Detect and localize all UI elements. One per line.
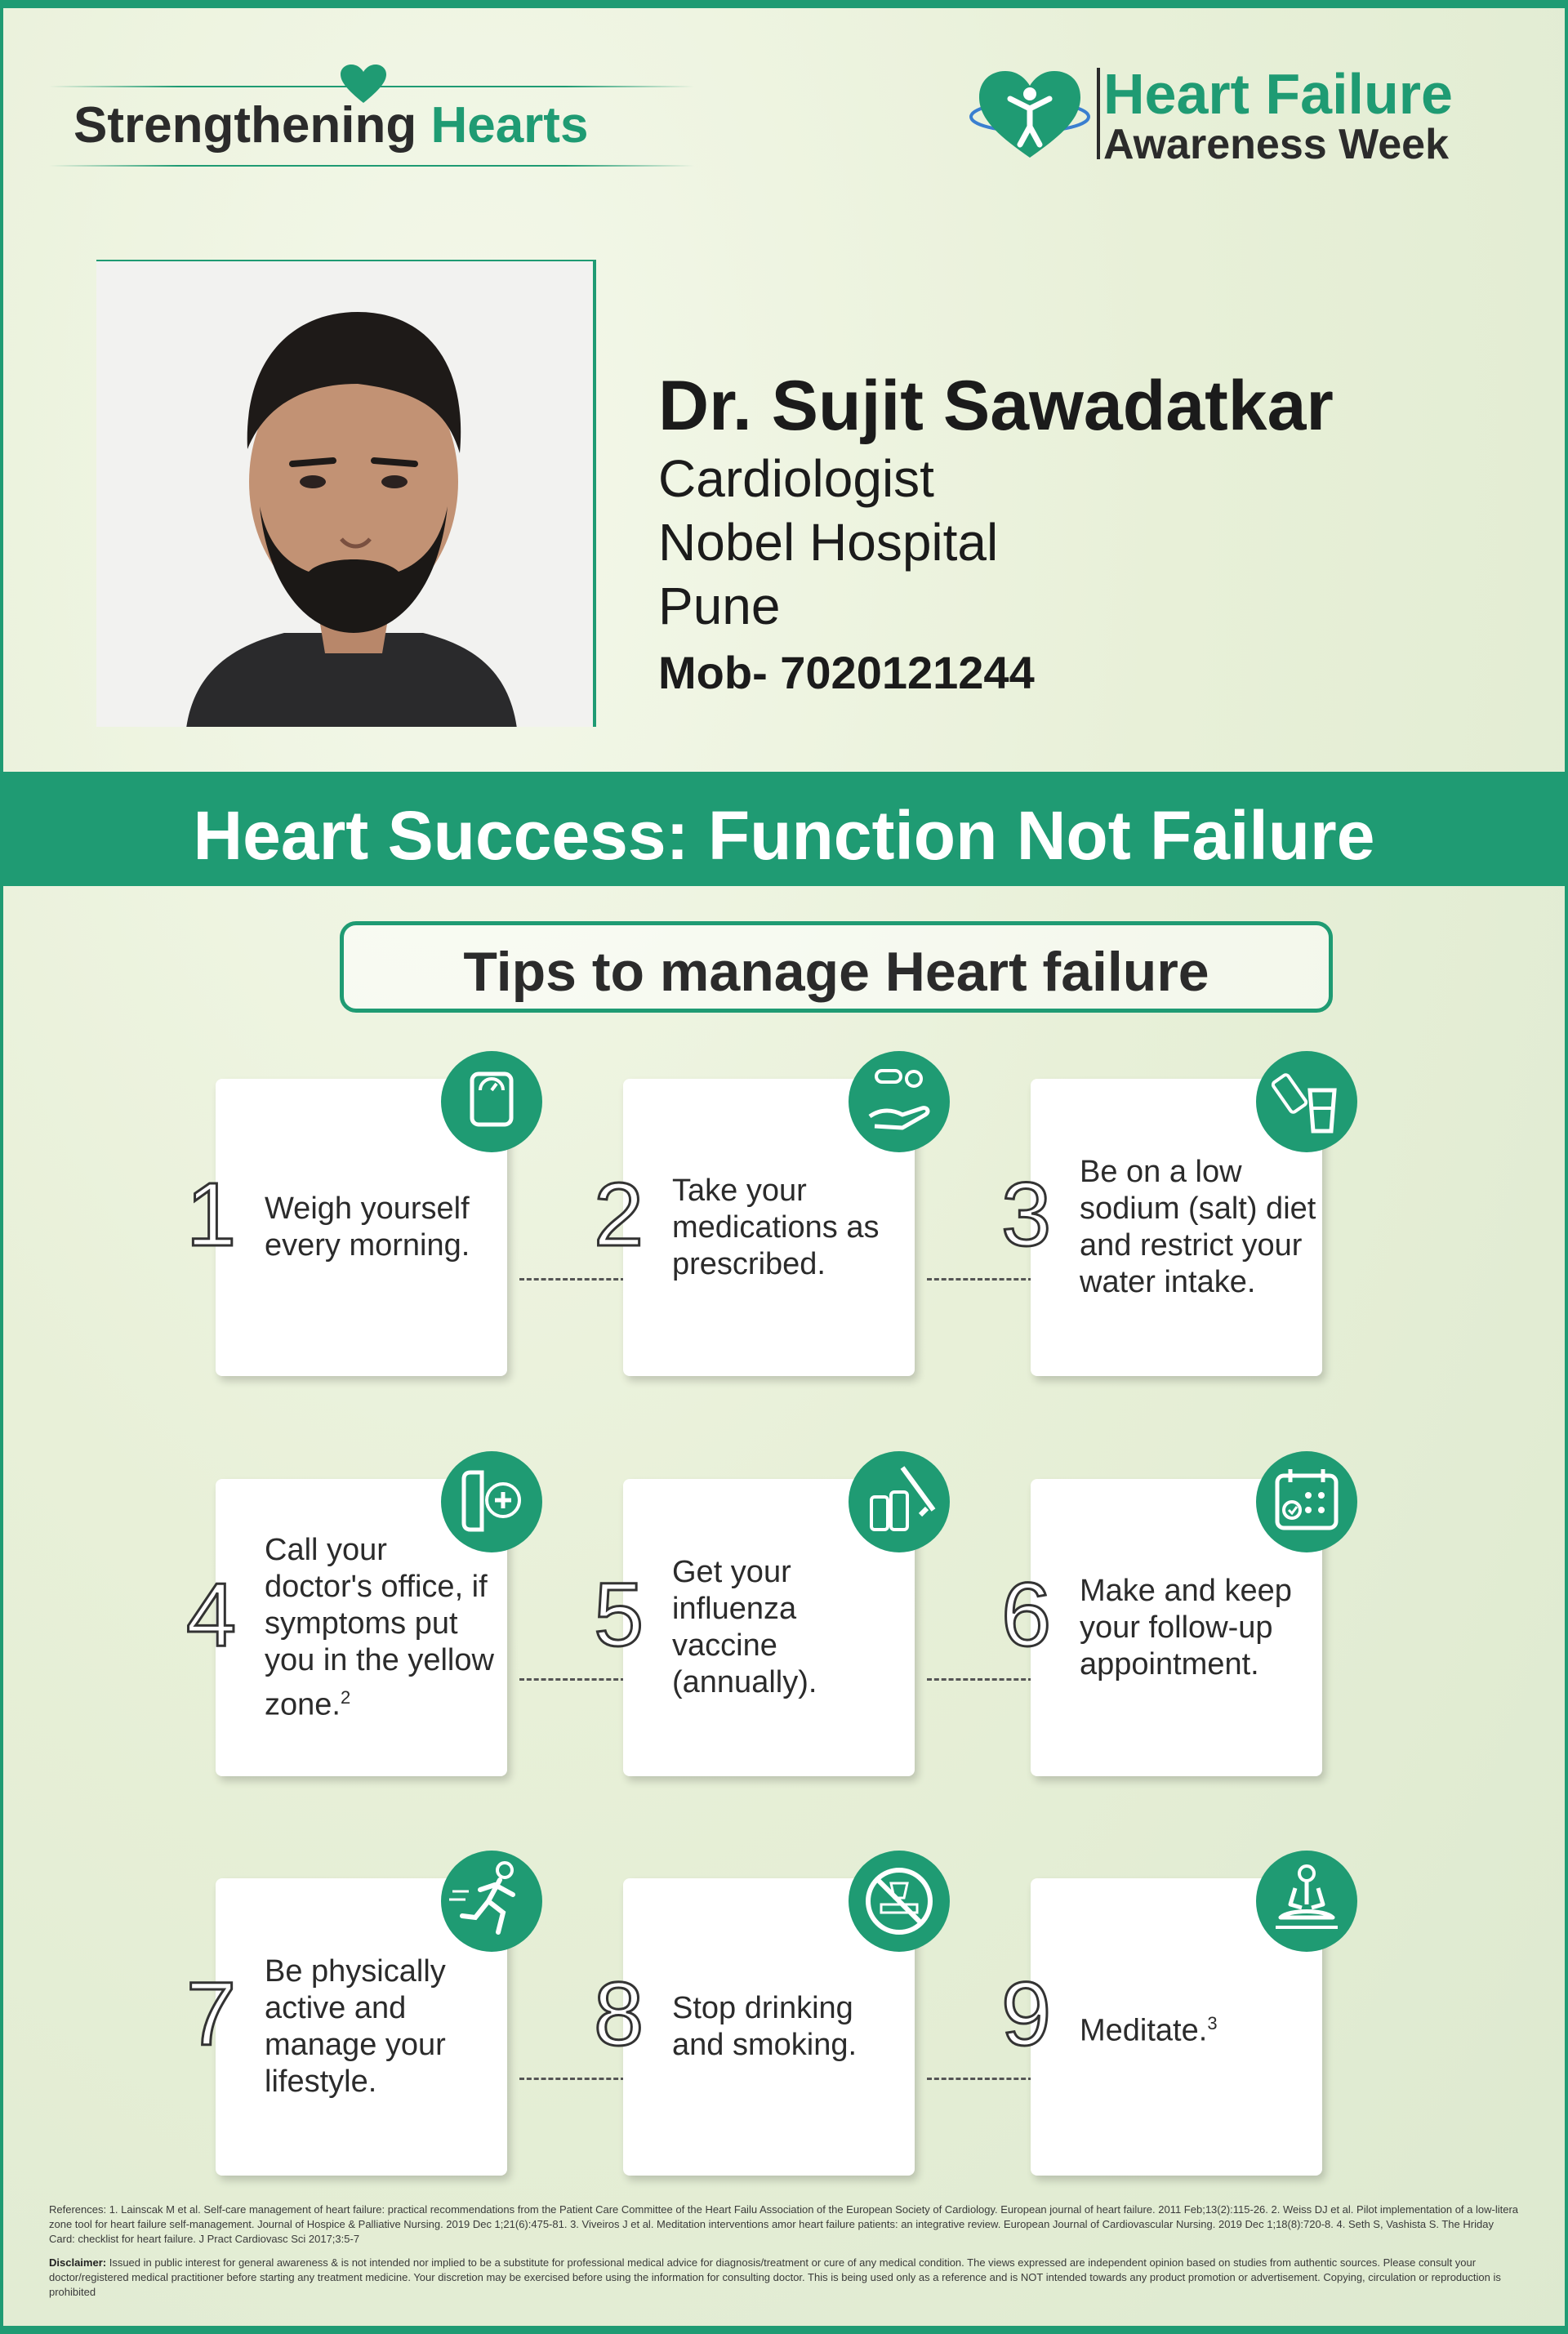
tip-text-2: Take your medications as prescribed. — [672, 1173, 880, 1281]
tip-footnote-9: 3 — [1207, 2012, 1218, 2033]
weighing-scale-icon — [441, 1051, 542, 1152]
tip-text-5: Get your influenza vaccine (annually). — [672, 1555, 817, 1699]
brand-left-word-1: Strengthening — [74, 97, 417, 154]
phone-medical-icon — [441, 1451, 542, 1552]
tip-connector — [927, 1678, 1033, 1681]
tip-connector — [927, 1278, 1033, 1281]
doctor-specialty: Cardiologist — [658, 449, 934, 508]
disclaimer — [49, 2256, 1519, 2300]
references: References: 1. Lainscak M et al. Self-care management of heart failure: practical recommendations from the Patient Care Committee of the Heart Failu Association of the European Society of Cardiology. European journal of heart failure. 2011 Feb;13(2):115-26. 2. Weiss DJ et al. Pilot implementation of a low-litera zone tool for heart failure self-management. Journal of Hospice & Palliative Nursing. 2019 Dec 1;21(6):475-81. 3. Viveiros J et al. Meditation interventions amor heart failure patients: an integrative review. European Journal of Cardiovascular Nursing. 2019 Dec 1;18(8):720-8. 4. Seth S, Vashista S. The Hriday Card: checklist for heart failure. J Pract Cardiovasc Sci 2017;3:5-7 — [49, 2203, 1519, 2245]
tip-text-7: Be physically active and manage your lifestyle. — [265, 1954, 446, 2099]
tip-number-3: 3 — [1001, 1165, 1052, 1265]
vaccine-syringe-icon — [849, 1451, 950, 1552]
tip-connector — [519, 1278, 626, 1281]
banner-title: Heart Success: Function Not Failure — [193, 797, 1375, 874]
tip-number-9: 9 — [1001, 1964, 1052, 2065]
hf-awareness-week-logo — [968, 61, 1523, 167]
tip-number-7: 7 — [186, 1964, 237, 2065]
tip-number-2: 2 — [594, 1165, 644, 1265]
salt-water-icon — [1256, 1051, 1357, 1152]
no-smoking-drinking-icon — [849, 1851, 950, 1952]
tip-number-8: 8 — [594, 1964, 644, 2065]
tip-text-9: Meditate.$^3$ — [1080, 2012, 1218, 2048]
doctor-city: Pune — [658, 577, 781, 635]
doctor-portrait-illustration — [96, 261, 596, 727]
doctor-mobile: Mob- 7020121244 — [658, 647, 1035, 698]
brand-right-title: Heart Failure — [1103, 62, 1453, 126]
doctor-photo — [96, 260, 596, 727]
brand-divider — [1097, 68, 1100, 159]
tip-connector — [927, 2078, 1033, 2080]
heart-person-icon — [968, 66, 1092, 164]
tip-text-3: Be on a low sodium (salt) diet and restrict your water intake. — [1080, 1155, 1316, 1299]
tip-text-1: Weigh yourself every morning. — [265, 1191, 470, 1263]
tips-heading-box — [340, 921, 1333, 1013]
tip-number-4: 4 — [186, 1565, 237, 1665]
brand-left-word-2: Hearts — [430, 97, 589, 154]
brand-line-bottom — [49, 165, 694, 167]
tip-number-5: 5 — [594, 1565, 644, 1665]
tip-text-6: Make and keep your follow-up appointment. — [1080, 1573, 1292, 1681]
doctor-name: Dr. Sujit Sawadatkar — [658, 367, 1334, 445]
tip-footnote-4: 2 — [340, 1686, 351, 1708]
strengthening-hearts-logo — [49, 57, 694, 171]
pills-hand-icon — [849, 1051, 950, 1152]
calendar-check-icon — [1256, 1451, 1357, 1552]
tip-text-8: Stop drinking and smoking. — [672, 1991, 858, 2062]
tip-number-6: 6 — [1001, 1565, 1052, 1665]
tip-connector — [519, 2078, 626, 2080]
tip-text-4: Call your doctor's office, if symptoms put you in the yellow zone.$^2$ — [265, 1532, 494, 1722]
tips-heading: Tips to manage Heart failure — [463, 941, 1209, 1003]
tip-connector — [519, 1678, 626, 1681]
doctor-hospital: Nobel Hospital — [658, 513, 999, 572]
title-banner — [0, 772, 1568, 886]
meditation-icon — [1256, 1851, 1357, 1952]
brand-left-text — [74, 96, 588, 154]
tip-number-1: 1 — [186, 1165, 237, 1265]
doctor-info — [658, 366, 1334, 699]
disclaimer-text: Issued in public interest for general awareness & is not intended nor implied to be a substitute for professional medical advice for diagnosis/treatment or cure of any medical condition. The views expressed are independent opinion based on studies from authentic sources. Please consult your doctor/registered medical practitioner before starting any treatment medicine. Your discretion may be exercised before using the information for consulting doctor. This is being used only as a reference and is NOT intended towards any product promotion or advertisement. Copying, circulation or reproduction is prohibited — [49, 2256, 1501, 2298]
disclaimer-label: Disclaimer: — [49, 2256, 107, 2269]
brand-right-subtitle: Awareness Week — [1103, 121, 1450, 168]
running-person-icon — [441, 1851, 542, 1952]
